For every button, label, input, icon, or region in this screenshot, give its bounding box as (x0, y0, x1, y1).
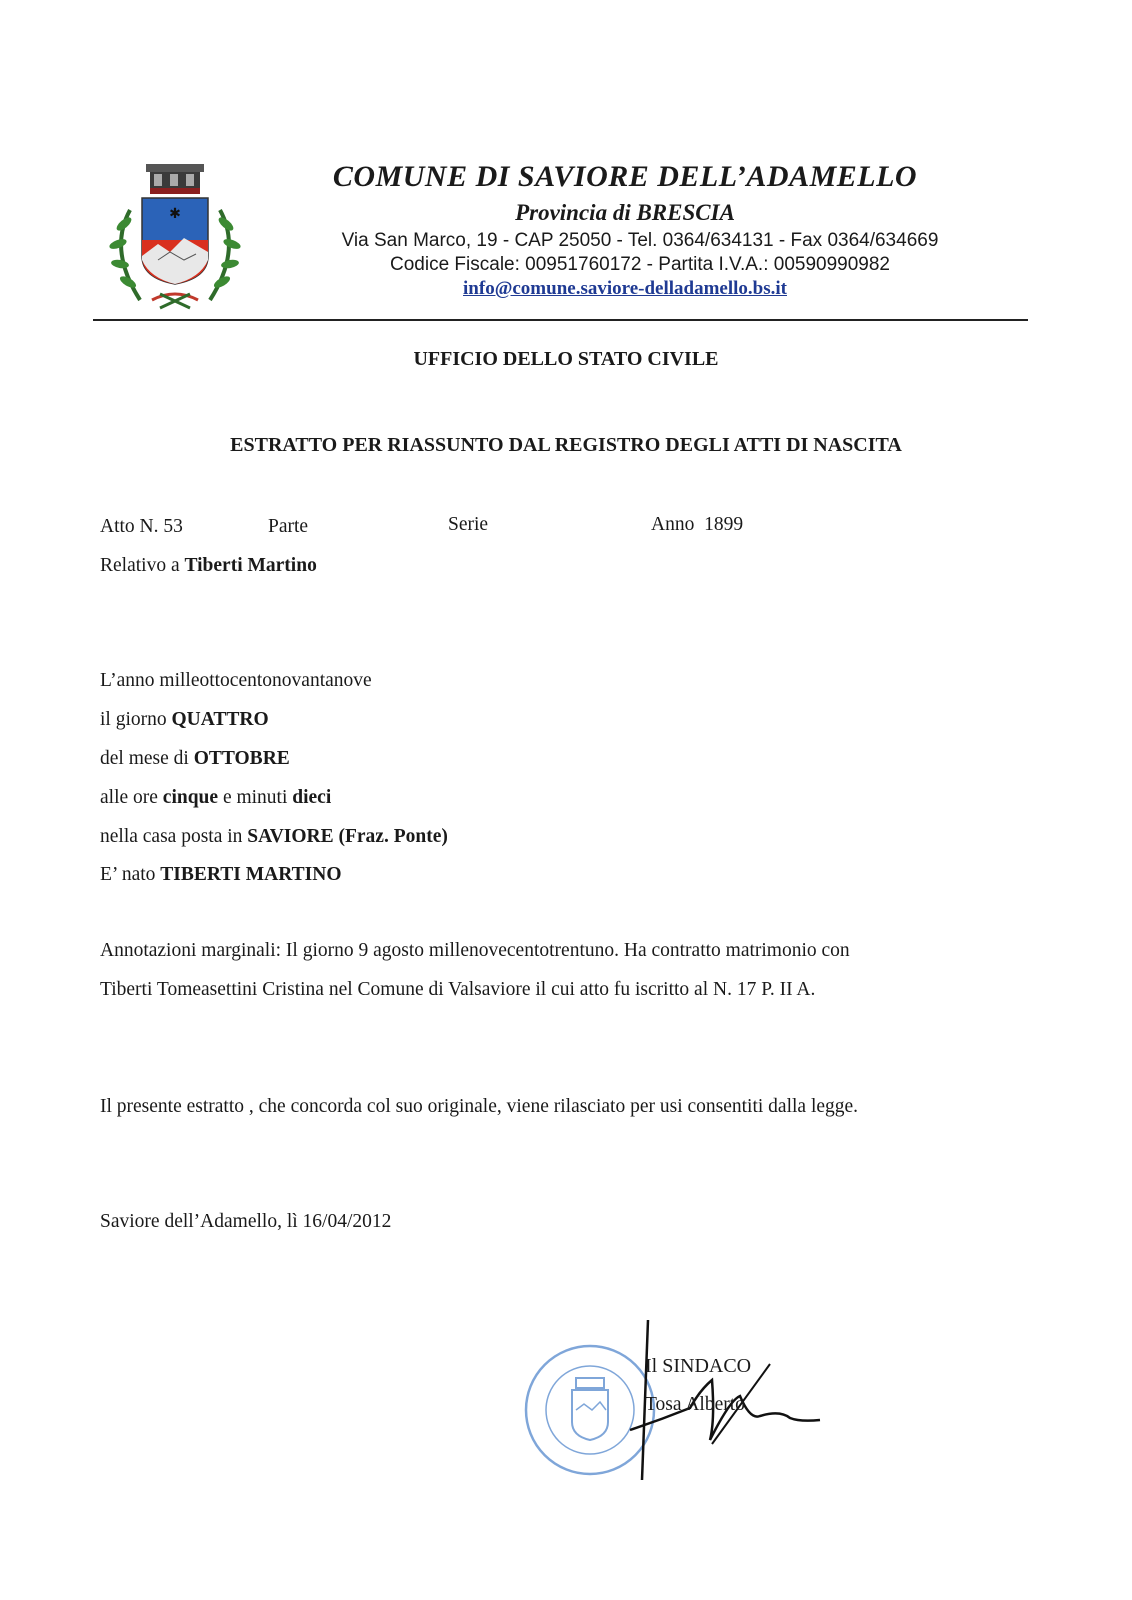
year-line: L’anno milleottocentonovantanove (100, 670, 372, 691)
anno-field (651, 514, 743, 536)
born-value: TIBERTI MARTINO (160, 864, 342, 885)
relativo-name: Tiberti Martino (184, 555, 317, 576)
signature-name: Tosa Alberto (645, 1394, 745, 1415)
serie-label: Serie (448, 514, 489, 535)
province-line: Provincia di BRESCIA (515, 200, 735, 225)
relativo-label: Relativo a (100, 555, 180, 576)
born-label: E’ nato (100, 864, 156, 885)
parte-label: Parte (268, 516, 309, 537)
svg-text:✱: ✱ (169, 206, 181, 222)
time-label-minutes: e minuti (222, 787, 288, 808)
annotation-line-2: Tiberti Tomeasettini Cristina nel Comune di Valsaviore il cui atto fu iscritto al N. 17 P. II A. (100, 979, 816, 1000)
time-line (100, 787, 331, 809)
place-line (100, 826, 448, 848)
municipality-title: COMUNE DI SAVIORE DELL’ADAMELLO (332, 160, 918, 193)
statement-line: Il presente estratto , che concorda col suo originale, viene rilasciato per usi consentiti dalla legge. (100, 1096, 859, 1117)
relativo-line (100, 555, 317, 577)
atto-label: Atto N. (100, 516, 159, 537)
day-value: QUATTRO (171, 709, 269, 730)
anno-value: 1899 (704, 514, 744, 535)
place-value: SAVIORE (Fraz. Ponte) (247, 826, 448, 847)
fiscal-code-line: Codice Fiscale: 00951760172 - Partita I.V.A.: 00590990982 (390, 254, 890, 275)
place-date-line: Saviore dell’Adamello, lì 16/04/2012 (100, 1211, 392, 1232)
month-value: OTTOBRE (193, 748, 290, 769)
address-line: Via San Marco, 19 - CAP 25050 - Tel. 0364/634131 - Fax 0364/634669 (341, 230, 939, 251)
born-line (100, 864, 342, 886)
time-minutes: dieci (292, 787, 332, 808)
month-label: del mese di (100, 748, 189, 769)
municipal-crest-icon (100, 160, 250, 320)
header-divider (93, 319, 1028, 321)
email-link[interactable]: info@comune.saviore-delladamello.bs.it (463, 278, 787, 299)
day-label: il giorno (100, 709, 167, 730)
time-hours: cinque (162, 787, 219, 808)
month-line (100, 748, 290, 770)
atto-field (100, 516, 183, 538)
place-label: nella casa posta in (100, 826, 243, 847)
day-line (100, 709, 269, 731)
office-heading: UFFICIO DELLO STATO CIVILE (413, 348, 719, 370)
signature-title: Il SINDACO (645, 1355, 752, 1377)
atto-number: 53 (163, 516, 183, 537)
annotation-line-1: Annotazioni marginali: Il giorno 9 agosto millenovecentotrentuno. Ha contratto matrimonio con (100, 940, 850, 961)
anno-label: Anno (651, 514, 695, 535)
document-title: ESTRATTO PER RIASSUNTO DAL REGISTRO DEGLI ATTI DI NASCITA (230, 434, 902, 456)
time-label-hours: alle ore (100, 787, 158, 808)
